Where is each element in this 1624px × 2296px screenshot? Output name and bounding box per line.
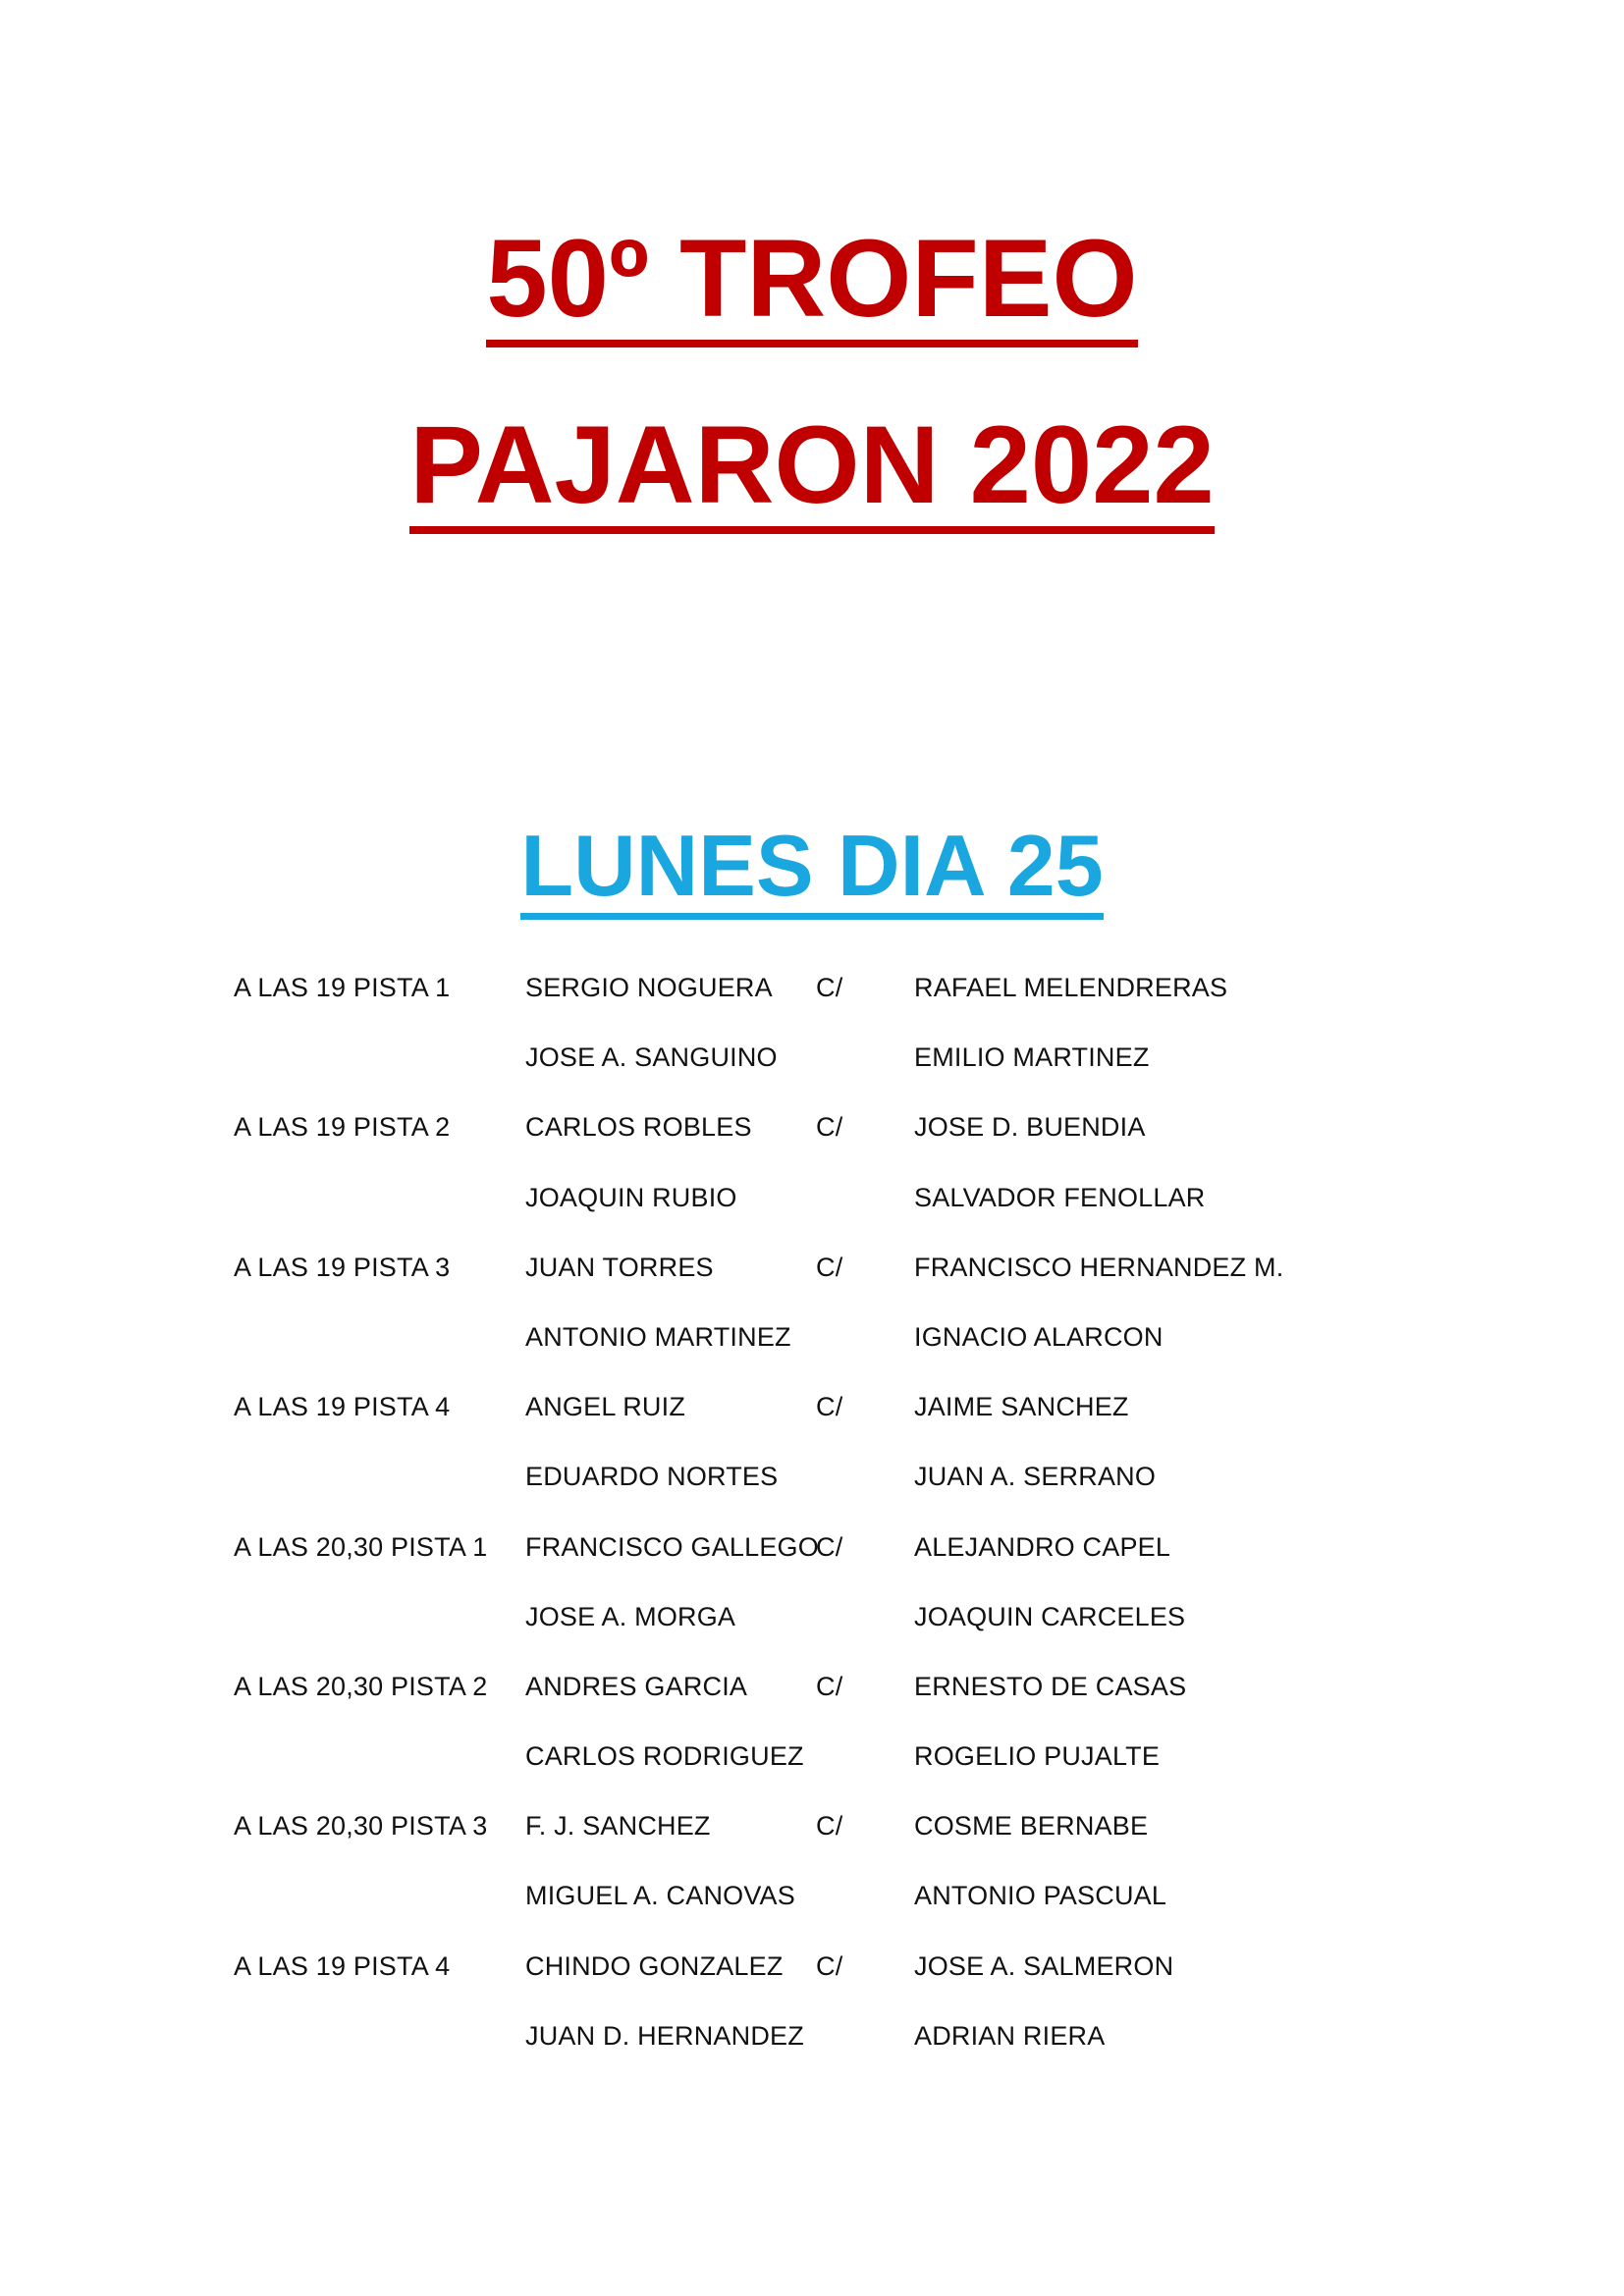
player-right: ADRIAN RIERA	[914, 2020, 1106, 2051]
match-row-secondary	[234, 2021, 1333, 2091]
player-left: CHINDO GONZALEZ	[525, 1950, 784, 1981]
match-row-primary	[234, 1392, 1333, 1462]
player-left: JUAN TORRES	[525, 1252, 714, 1282]
match-time: A LAS 19 PISTA 2	[234, 1112, 451, 1143]
match-time: A LAS 19 PISTA 4	[234, 1950, 451, 1981]
day-heading	[0, 817, 1624, 920]
versus-label: C/	[816, 1392, 843, 1422]
match-time: A LAS 20,30 PISTA 2	[234, 1671, 488, 1701]
player-left: JOAQUIN RUBIO	[525, 1182, 737, 1212]
player-left: ANDRES GARCIA	[525, 1671, 748, 1701]
match-row-secondary	[234, 1183, 1333, 1253]
player-left: JOSE A. MORGA	[525, 1601, 736, 1631]
versus-label: C/	[816, 1950, 843, 1981]
match-row-primary	[234, 1951, 1333, 2021]
match-row-primary	[234, 1253, 1333, 1322]
match-row-primary	[234, 1672, 1333, 1741]
versus-label: C/	[816, 1252, 843, 1282]
versus-label: C/	[816, 1811, 843, 1842]
player-right: JOSE A. SALMERON	[914, 1950, 1174, 1981]
title-text-2: PAJARON 2022	[409, 410, 1215, 534]
player-right: COSME BERNABE	[914, 1811, 1149, 1842]
player-left: CARLOS ROBLES	[525, 1112, 752, 1143]
player-left: ANTONIO MARTINEZ	[525, 1321, 791, 1352]
player-right: SALVADOR FENOLLAR	[914, 1182, 1206, 1212]
title-line-2	[0, 403, 1624, 534]
player-right: EMILIO MARTINEZ	[914, 1042, 1150, 1073]
player-left: ANGEL RUIZ	[525, 1392, 686, 1422]
player-right: JAIME SANCHEZ	[914, 1392, 1129, 1422]
title-line-1	[0, 217, 1624, 347]
versus-label: C/	[816, 973, 843, 1002]
match-time: A LAS 20,30 PISTA 3	[234, 1811, 488, 1842]
match-row-secondary	[234, 1881, 1333, 1950]
player-right: JUAN A. SERRANO	[914, 1462, 1157, 1492]
player-right: IGNACIO ALARCON	[914, 1321, 1164, 1352]
match-time: A LAS 19 PISTA 3	[234, 1252, 451, 1282]
player-right: ERNESTO DE CASAS	[914, 1671, 1187, 1701]
match-time: A LAS 20,30 PISTA 1	[234, 1531, 488, 1562]
versus-label: C/	[816, 1112, 843, 1143]
match-row-secondary	[234, 1042, 1333, 1112]
versus-label: C/	[816, 1671, 843, 1701]
match-row-secondary	[234, 1462, 1333, 1531]
player-left: MIGUEL A. CANOVAS	[525, 1881, 795, 1911]
match-row-secondary	[234, 1322, 1333, 1392]
player-right: ALEJANDRO CAPEL	[914, 1531, 1171, 1562]
player-left: CARLOS RODRIGUEZ	[525, 1741, 804, 1772]
day-heading-text: LUNES DIA 25	[520, 823, 1103, 920]
match-row-primary	[234, 1532, 1333, 1602]
match-time: A LAS 19 PISTA 1	[234, 973, 451, 1002]
player-right: JOSE D. BUENDIA	[914, 1112, 1146, 1143]
match-row-primary	[234, 1112, 1333, 1182]
player-left: F. J. SANCHEZ	[525, 1811, 711, 1842]
player-right: ROGELIO PUJALTE	[914, 1741, 1161, 1772]
match-row-primary	[234, 973, 1333, 1042]
player-right: ANTONIO PASCUAL	[914, 1881, 1167, 1911]
player-left: SERGIO NOGUERA	[525, 973, 773, 1002]
player-left: EDUARDO NORTES	[525, 1462, 779, 1492]
match-row-secondary	[234, 1741, 1333, 1811]
player-left: JOSE A. SANGUINO	[525, 1042, 778, 1073]
match-row-secondary	[234, 1602, 1333, 1672]
player-left: FRANCISCO GALLEGO	[525, 1531, 819, 1562]
match-time: A LAS 19 PISTA 4	[234, 1392, 451, 1422]
player-right: RAFAEL MELENDRERAS	[914, 973, 1228, 1002]
player-right: FRANCISCO HERNANDEZ M.	[914, 1252, 1284, 1282]
title-text-1: 50º TROFEO	[486, 224, 1137, 347]
player-left: JUAN D. HERNANDEZ	[525, 2020, 804, 2051]
match-row-primary	[234, 1811, 1333, 1881]
player-right: JOAQUIN CARCELES	[914, 1601, 1186, 1631]
match-schedule	[234, 973, 1333, 2091]
versus-label: C/	[816, 1531, 843, 1562]
